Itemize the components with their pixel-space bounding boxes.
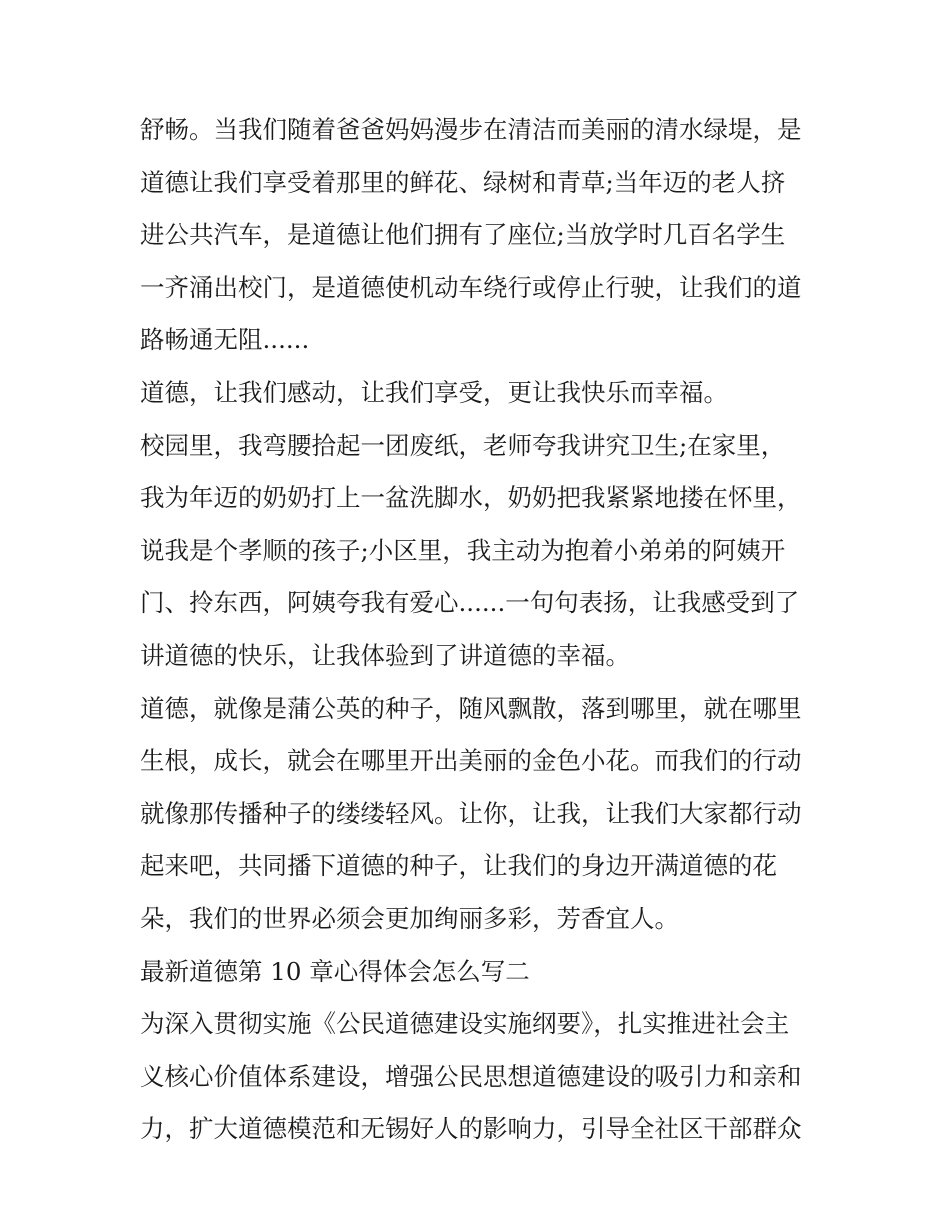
text-line: 一齐涌出校门，是道德使机动车绕行或停止行驶，让我们的道 — [140, 272, 802, 302]
text-line: 校园里，我弯腰拾起一团废纸，老师夸我讲究卫生;在家里， — [140, 430, 786, 460]
section-heading: 最新道德第 10 章心得体会怎么写二 — [140, 956, 530, 986]
text-line: 义核心价值体系建设，增强公民思想道德建设的吸引力和亲和 — [140, 1061, 802, 1091]
text-line: 路畅通无阻...... — [140, 325, 310, 355]
text-line: 朵，我们的世界必须会更加绚丽多彩，芳香宜人。 — [140, 903, 679, 933]
text-line: 进公共汽车，是道德让他们拥有了座位;当放学时几百名学生 — [140, 220, 786, 250]
text-line: 为深入贯彻实施《公民道德建设实施纲要》，扎实推进社会主 — [140, 1009, 790, 1039]
text-line: 讲道德的快乐，让我体验到了讲道德的幸福。 — [140, 640, 630, 670]
text-line: 道德，就像是蒲公英的种子，随风飘散，落到哪里，就在哪里 — [140, 693, 802, 723]
document-body — [140, 104, 820, 1156]
text-line: 就像那传播种子的缕缕轻风。让你，让我，让我们大家都行动 — [140, 798, 802, 828]
text-line: 生根，成长，就会在哪里开出美丽的金色小花。而我们的行动 — [140, 746, 802, 776]
text-line: 舒畅。当我们随着爸爸妈妈漫步在清洁而美丽的清水绿堤，是 — [140, 115, 802, 144]
text-line: 我为年迈的奶奶打上一盆洗脚水，奶奶把我紧紧地搂在怀里， — [140, 483, 802, 513]
text-line: 起来吧，共同播下道德的种子，让我们的身边开满道德的花 — [140, 851, 777, 881]
text-line: 力，扩大道德模范和无锡好人的影响力，引导全社区干部群众 — [140, 1114, 802, 1144]
text-line: 道德，让我们感动，让我们享受，更让我快乐而幸福。 — [140, 377, 728, 407]
text-line: 说我是个孝顺的孩子;小区里，我主动为抱着小弟弟的阿姨开 — [140, 535, 786, 565]
text-line: 道德让我们享受着那里的鲜花、绿树和青草;当年迈的老人挤 — [140, 167, 786, 197]
text-line: 门、拎东西，阿姨夸我有爱心......一句句表扬，让我感受到了 — [140, 588, 800, 618]
